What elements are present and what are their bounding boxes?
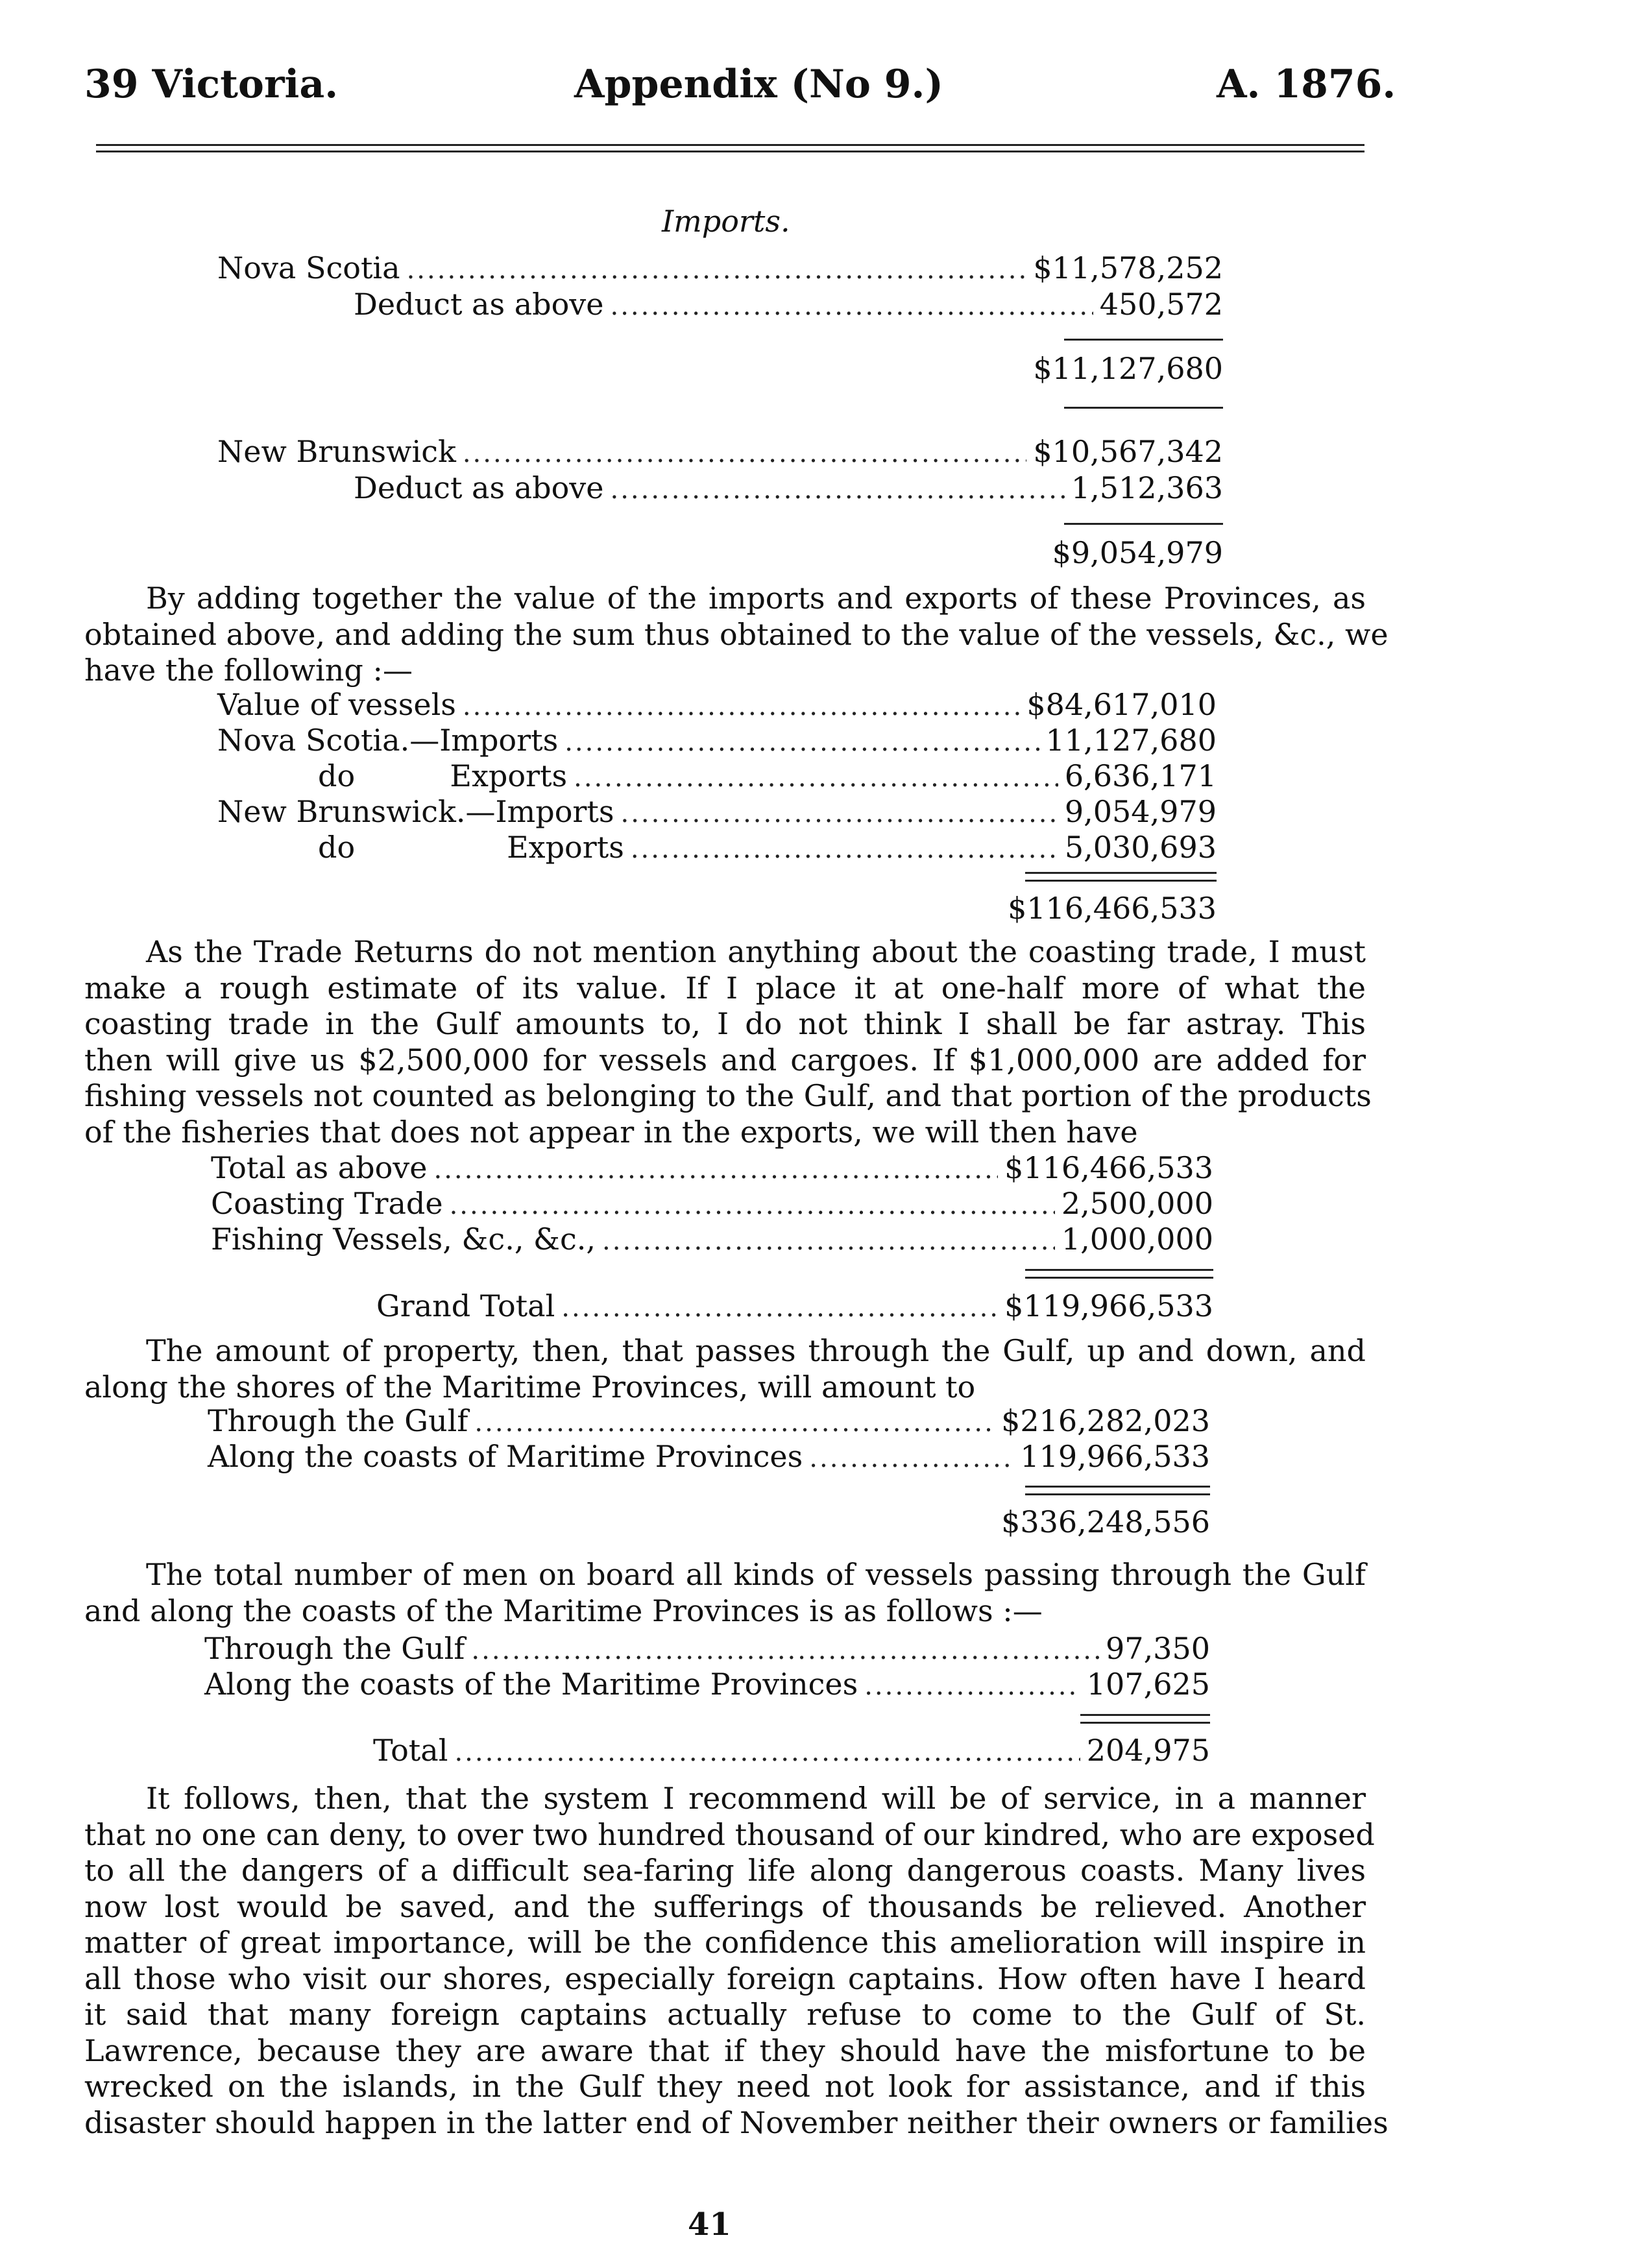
summary-label: New Brunswick.—Imports xyxy=(217,794,614,829)
text-line: fishing vessels not counted as belonging to the Gulf, and that portion of the products xyxy=(84,1078,1372,1113)
leader-dots xyxy=(471,1632,1099,1669)
leader-dots xyxy=(864,1668,1080,1704)
property-label: Through the Gulf xyxy=(208,1403,468,1438)
summary-amount: 9,054,979 xyxy=(1064,794,1217,829)
leader-dots xyxy=(631,831,1058,867)
leader-dots xyxy=(433,1152,998,1188)
summary-label: Value of vessels xyxy=(217,687,456,722)
summary-total: $116,466,533 xyxy=(1008,891,1217,926)
grand-label: Total as above xyxy=(211,1150,428,1185)
header-year: A. 1876. xyxy=(1217,62,1396,107)
grand-total-label: Grand Total xyxy=(376,1288,555,1323)
paragraph-5 xyxy=(84,1781,1388,2141)
text-line: have the following :— xyxy=(84,653,413,688)
grand-row xyxy=(211,1221,1213,1257)
leader-dots xyxy=(602,1223,1055,1259)
text-line: matter of great importance, will be the confidence this amelioration will inspire in xyxy=(84,1925,1366,1960)
men-row xyxy=(204,1630,1210,1667)
text-line: along the shores of the Maritime Provinces, will amount to xyxy=(84,1369,976,1405)
summary-amount: 5,030,693 xyxy=(1064,830,1217,865)
nb-deduct-label: Deduct as above xyxy=(354,470,604,505)
paragraph-2 xyxy=(84,934,1372,1150)
text-line: to all the dangers of a difficult sea-faring life along dangerous coasts. Many lives xyxy=(84,1853,1366,1888)
text-line: It follows, then, that the system I recommend will be of service, in a manner xyxy=(146,1781,1366,1816)
text-line: Lawrence, because they are aware that if they should have the misfortune to be xyxy=(84,2033,1366,2068)
property-amount: 119,966,533 xyxy=(1020,1439,1210,1474)
text-line: wrecked on the islands, in the Gulf they need not look for assistance, and if this xyxy=(84,2069,1366,2104)
ns-total: $11,127,680 xyxy=(1033,351,1223,386)
page-number: 41 xyxy=(688,2206,731,2243)
text-line: it said that many foreign captains actually refuse to come to the Gulf of St. xyxy=(84,1997,1366,2032)
leader-dots xyxy=(574,760,1058,796)
grand-amount: $116,466,533 xyxy=(1004,1150,1213,1185)
ns-deduct-label: Deduct as above xyxy=(354,287,604,322)
sum-rule xyxy=(1025,1269,1213,1279)
text-line: that no one can deny, to over two hundred thousand of our kindred, who are exposed xyxy=(84,1816,1375,1852)
text-line: of the fisheries that does not appear in the exports, we will then have xyxy=(84,1114,1138,1150)
text-line: then will give us $2,500,000 for vessels and cargoes. If $1,000,000 are added for xyxy=(84,1042,1366,1078)
men-amount: 97,350 xyxy=(1106,1631,1210,1666)
grand-total-amount: $119,966,533 xyxy=(1004,1288,1213,1323)
grand-label: Coasting Trade xyxy=(211,1186,443,1221)
sum-rule xyxy=(1025,872,1217,882)
header-rule-bottom xyxy=(96,151,1364,152)
ns-deduct-line xyxy=(354,286,1223,322)
paragraph-3 xyxy=(84,1333,1366,1405)
leader-dots xyxy=(454,1734,1080,1770)
grand-amount: 2,500,000 xyxy=(1061,1186,1213,1221)
text-line: By adding together the value of the imports and exports of these Provinces, as xyxy=(146,581,1366,616)
paragraph-4 xyxy=(84,1557,1366,1629)
leader-dots xyxy=(463,688,1020,725)
men-amount: 107,625 xyxy=(1086,1667,1210,1702)
nb-deduct-line xyxy=(354,470,1223,506)
sum-rule xyxy=(1064,339,1223,341)
leader-dots xyxy=(407,252,1027,288)
nb-label: New Brunswick xyxy=(217,434,456,469)
ns-deduct-amount: 450,572 xyxy=(1099,287,1223,322)
leader-dots xyxy=(564,724,1039,760)
nb-deduct-amount: 1,512,363 xyxy=(1071,470,1223,505)
text-line: all those who visit our shores, especially foreign captains. How often have I heard xyxy=(84,1960,1366,1996)
summary-row xyxy=(318,758,1217,794)
men-label: Along the coasts of the Maritime Provinces xyxy=(204,1667,858,1702)
men-total-amount: 204,975 xyxy=(1086,1733,1210,1768)
text-line: make a rough estimate of its value. If I place it at one-half more of what the xyxy=(84,970,1366,1006)
paragraph-1 xyxy=(84,581,1388,689)
leader-dots xyxy=(561,1290,998,1326)
property-total: $336,248,556 xyxy=(1001,1504,1210,1539)
summary-row xyxy=(217,793,1217,830)
grand-label: Fishing Vessels, &c., &c., xyxy=(211,1222,596,1257)
men-label: Through the Gulf xyxy=(204,1631,465,1666)
imports-caption: Imports. xyxy=(662,204,790,239)
property-row xyxy=(208,1403,1210,1439)
summary-amount: 6,636,171 xyxy=(1064,758,1217,793)
leader-dots xyxy=(450,1187,1055,1224)
property-label: Along the coasts of Maritime Provinces xyxy=(208,1439,803,1474)
grand-row xyxy=(211,1185,1213,1222)
summary-row xyxy=(217,686,1217,723)
nb-amount: $10,567,342 xyxy=(1033,434,1223,469)
text-line: obtained above, and adding the sum thus obtained to the value of the vessels, &c., we xyxy=(84,616,1388,652)
nb-total: $9,054,979 xyxy=(1052,535,1223,570)
text-line: disaster should happen in the latter end of November neither their owners or families xyxy=(84,2105,1388,2140)
text-line: and along the coasts of the Maritime Provinces is as follows :— xyxy=(84,1593,1043,1628)
text-line: The amount of property, then, that passes through the Gulf, up and down, and xyxy=(146,1333,1366,1368)
ns-imports-line xyxy=(217,250,1223,286)
grand-amount: 1,000,000 xyxy=(1061,1222,1213,1257)
sum-rule xyxy=(1025,1486,1210,1495)
leader-dots xyxy=(474,1405,995,1441)
summary-label: Nova Scotia.—Imports xyxy=(217,723,559,758)
text-line: The total number of men on board all kinds of vessels passing through the Gulf xyxy=(146,1557,1366,1592)
grand-row xyxy=(211,1150,1213,1186)
header-session: 39 Victoria. xyxy=(84,62,339,107)
sum-rule xyxy=(1080,1714,1210,1724)
property-amount: $216,282,023 xyxy=(1001,1403,1210,1438)
sum-rule xyxy=(1064,407,1223,409)
leader-dots xyxy=(620,795,1058,832)
property-row xyxy=(208,1438,1210,1475)
summary-row xyxy=(217,722,1217,758)
text-line: coasting trade in the Gulf amounts to, I do not think I shall be far astray. This xyxy=(84,1006,1366,1041)
grand-total-row xyxy=(376,1288,1213,1324)
summary-amount: $84,617,010 xyxy=(1026,687,1217,722)
summary-amount: 11,127,680 xyxy=(1045,723,1217,758)
leader-dots xyxy=(610,472,1064,508)
text-line: now lost would be saved, and the sufferings of thousands be relieved. Another xyxy=(84,1888,1366,1924)
text-line: As the Trade Returns do not mention anything about the coasting trade, I must xyxy=(146,934,1366,969)
sum-rule xyxy=(1064,523,1223,525)
summary-label: do Exports xyxy=(318,758,568,793)
summary-label: do Exports xyxy=(318,830,624,865)
header-rule-top xyxy=(96,144,1364,146)
ns-amount: $11,578,252 xyxy=(1033,250,1223,285)
men-row xyxy=(204,1666,1210,1702)
summary-row xyxy=(318,829,1217,865)
leader-dots xyxy=(463,435,1027,472)
ns-label: Nova Scotia xyxy=(217,250,400,285)
nb-imports-line xyxy=(217,433,1223,470)
men-total-label: Total xyxy=(373,1733,448,1768)
men-total-row xyxy=(373,1732,1210,1768)
leader-dots xyxy=(809,1440,1013,1477)
leader-dots xyxy=(610,288,1093,324)
header-appendix: Appendix (No 9.) xyxy=(574,62,943,107)
